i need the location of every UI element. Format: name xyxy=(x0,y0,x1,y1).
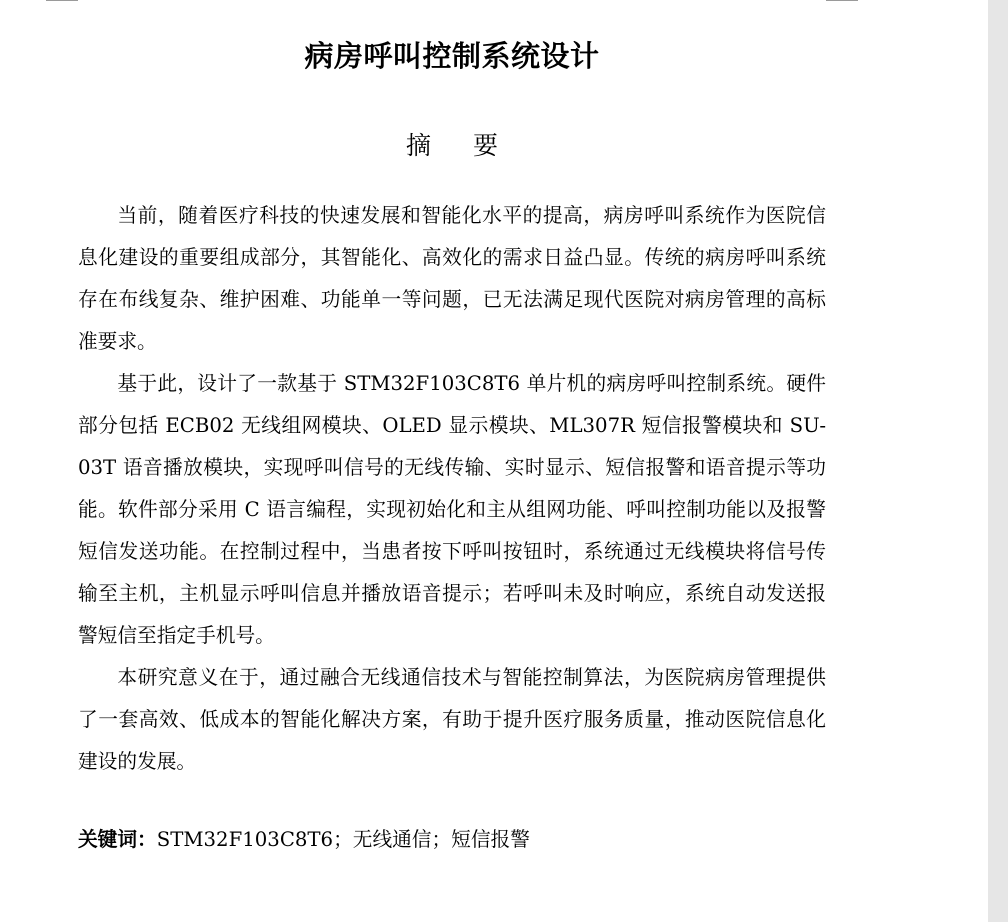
keywords-text: STM32F103C8T6；无线通信；短信报警 xyxy=(156,828,530,851)
page-corner-mark-left xyxy=(46,0,78,1)
abstract-body xyxy=(78,195,826,783)
abstract-heading: 摘 要 xyxy=(406,131,498,160)
document-title: 病房呼叫控制系统设计 xyxy=(304,39,600,73)
page-corner-mark-right xyxy=(826,0,858,1)
keywords-line xyxy=(78,820,826,860)
abstract-paragraph-2: 基于此，设计了一款基于 STM32F103C8T6 单片机的病房呼叫控制系统。硬件部分包括 ECB02 无线组网模块、OLED 显示模块、ML307R 短信报警模块和 SU-03T 语音播放模块，实现呼叫信号的无线传输、实时显示、短信报警和语音提示等功能。软件部分采用 C 语言编程，实现初始化和主从组网功能、呼叫控制功能以及报警短信发送功能。在控制过程中，当患者按下呼叫按钮时，系统通过无线模块将信号传输至主机，主机显示呼叫信息并播放语音提示；若呼叫未及时响应，系统自动发送报警短信至指定手机号。 xyxy=(78,372,826,647)
abstract-paragraph-1: 当前，随着医疗科技的快速发展和智能化水平的提高，病房呼叫系统作为医院信息化建设的重要组成部分，其智能化、高效化的需求日益凸显。传统的病房呼叫系统存在布线复杂、维护困难、功能单一等问题，已无法满足现代医院对病房管理的高标准要求。 xyxy=(78,204,826,353)
abstract-paragraph-3: 本研究意义在于，通过融合无线通信技术与智能控制算法，为医院病房管理提供了一套高效、低成本的智能化解决方案，有助于提升医疗服务质量，推动医院信息化建设的发展。 xyxy=(78,666,826,773)
page-gutter xyxy=(988,0,1008,922)
keywords-label: 关键词： xyxy=(78,828,157,851)
